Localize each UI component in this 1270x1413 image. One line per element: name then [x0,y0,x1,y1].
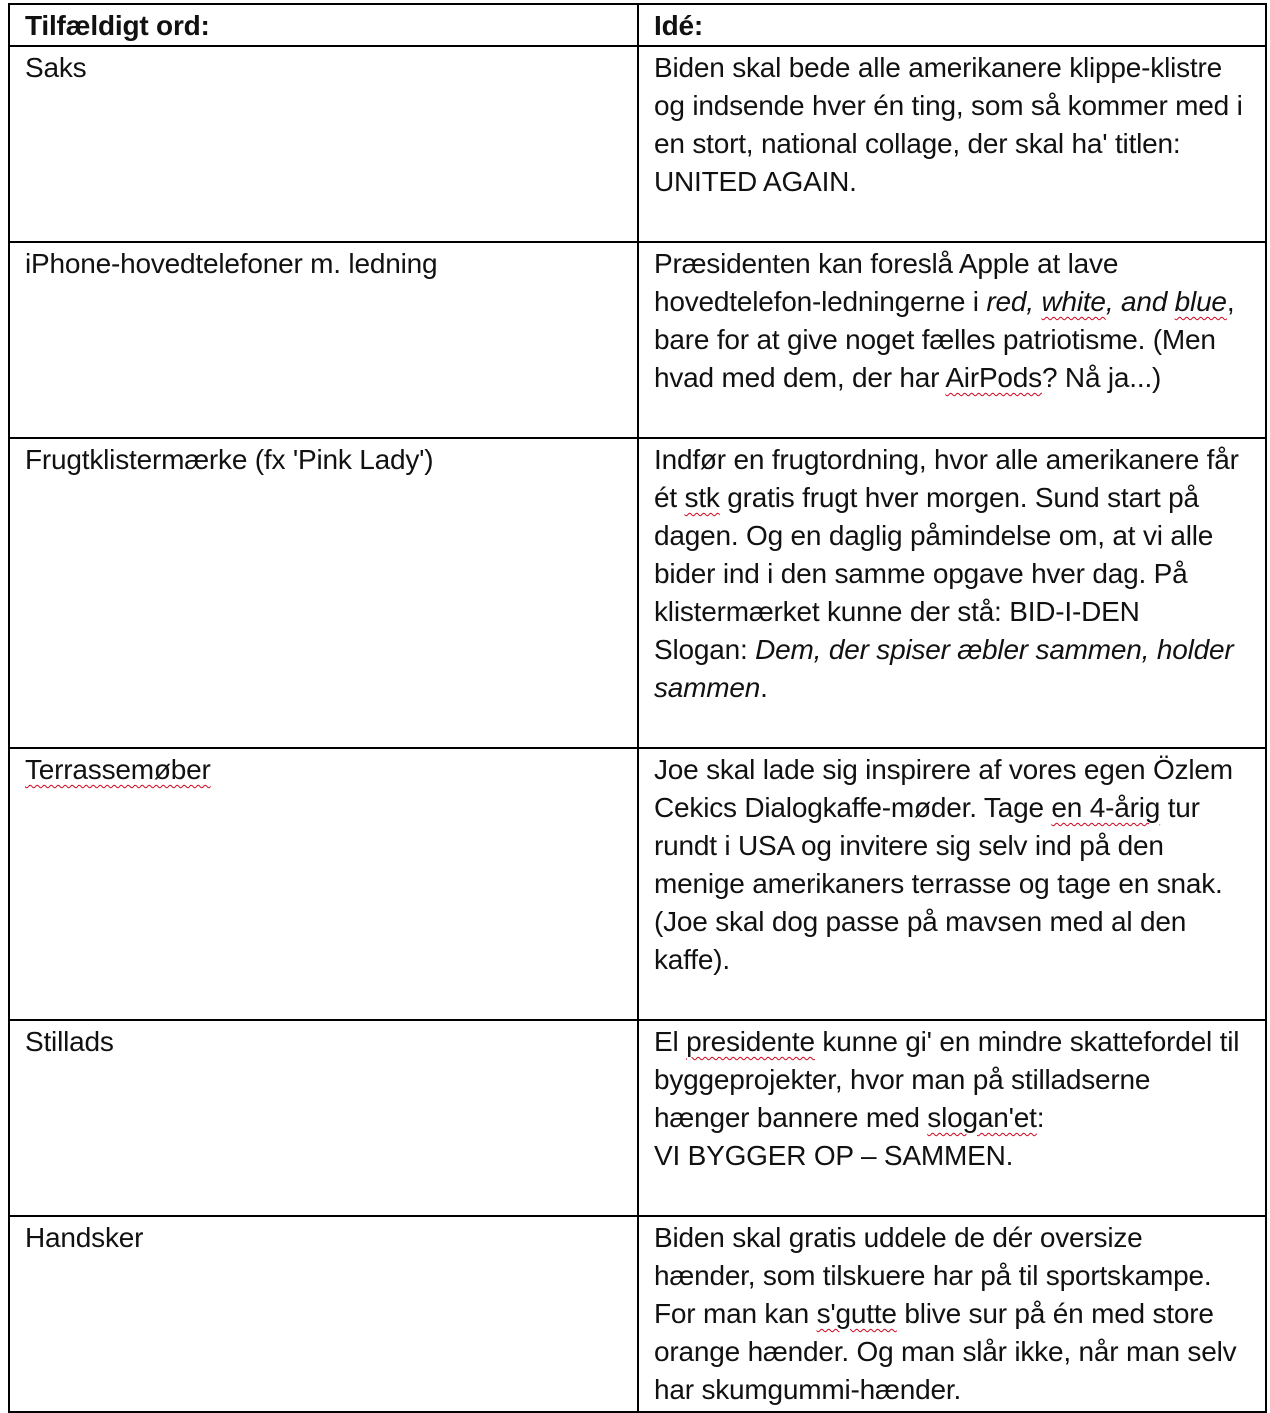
idea-italic-text: , and [1105,286,1175,317]
header-random-word: Tilfældigt ord: [9,4,638,46]
idea-text: kunne gi' en mindre skattefordel til byggeprojekter, hvor man på stilladserne hænger bannere med [654,1026,1240,1133]
slogan-line [654,631,1251,707]
idea-text: Biden skal bede alle amerikanere klippe-klistre og indsende hver én ting, som så kommer med i en stort, national collage, der skal ha' titlen: UNITED AGAIN. [654,52,1243,197]
idea-text: El [654,1026,687,1057]
table-row [9,1020,1266,1216]
idea-text: Joe skal lade sig inspirere af vores egen Özlem Cekics Dialogkaffe-møder. Tage [654,754,1233,823]
spellcheck-word: en 4-årig [1051,792,1161,823]
idea-cell [638,1216,1266,1412]
idea-text: : [1036,1102,1045,1133]
spellcheck-word: presidente [686,1026,815,1057]
idea-table [8,3,1267,1413]
idea-cell [638,242,1266,438]
spellcheck-word: s'gutte [816,1298,897,1329]
idea-cell [638,748,1266,1020]
slogan-label: Slogan: [654,634,756,665]
idea-text: ? Nå ja...) [1041,362,1162,393]
table-header-row [9,4,1266,46]
spellcheck-word: stk [684,482,720,513]
word-cell [9,748,638,1020]
spellcheck-word: AirPods [945,362,1042,393]
header-idea: Idé: [638,4,1266,46]
idea-text: tur rundt i USA og invitere sig selv ind på den menige amerikaners terrasse og tage en snak. (Joe skal dog passe på mavsen med al den kaffe). [654,792,1223,975]
table-row [9,46,1266,242]
table-row [9,242,1266,438]
idea-text: Præsidenten kan foreslå Apple at lave hovedtelefon-ledningerne i [654,248,1119,317]
idea-text: blive sur på én med store orange hænder. Og man slår ikke, når man selv har skumgummi-hænder. [654,1298,1237,1405]
idea-cell [638,438,1266,748]
table-row [9,1216,1266,1412]
word-cell: Stillads [9,1020,638,1216]
word-cell: Saks [9,46,638,242]
idea-text: . [760,672,768,703]
idea-text: Indfør en frugtordning, hvor alle amerikanere får ét [654,444,1239,513]
slogan-line: VI BYGGER OP – SAMMEN. [654,1140,1014,1171]
idea-text: Biden skal gratis uddele de dér oversize hænder, som tilskuere har på til sportskampe. For man kan [654,1222,1212,1329]
spellcheck-word: Terrassemøber [25,754,211,785]
slogan-text: Dem, der spiser æbler sammen, holder sammen [654,634,1234,703]
spellcheck-word: white [1041,286,1106,317]
spellcheck-word: blue [1174,286,1227,317]
spellcheck-word: slogan'et [927,1102,1037,1133]
word-cell: Frugtklistermærke (fx 'Pink Lady') [9,438,638,748]
table-row [9,748,1266,1020]
idea-text: gratis frugt hver morgen. Sund start på dagen. Og en daglig påmindelse om, at vi alle bider ind i den samme opgave hver dag. På klistermærket kunne der stå: BID-I-DEN [654,482,1214,627]
word-cell: iPhone-hovedtelefoner m. ledning [9,242,638,438]
idea-italic-text: red, [986,286,1042,317]
idea-cell [638,46,1266,242]
word-cell: Handsker [9,1216,638,1412]
table-row [9,438,1266,748]
idea-cell [638,1020,1266,1216]
idea-text: , bare for at give noget fælles patriotisme. (Men hvad med dem, der har [654,286,1235,393]
